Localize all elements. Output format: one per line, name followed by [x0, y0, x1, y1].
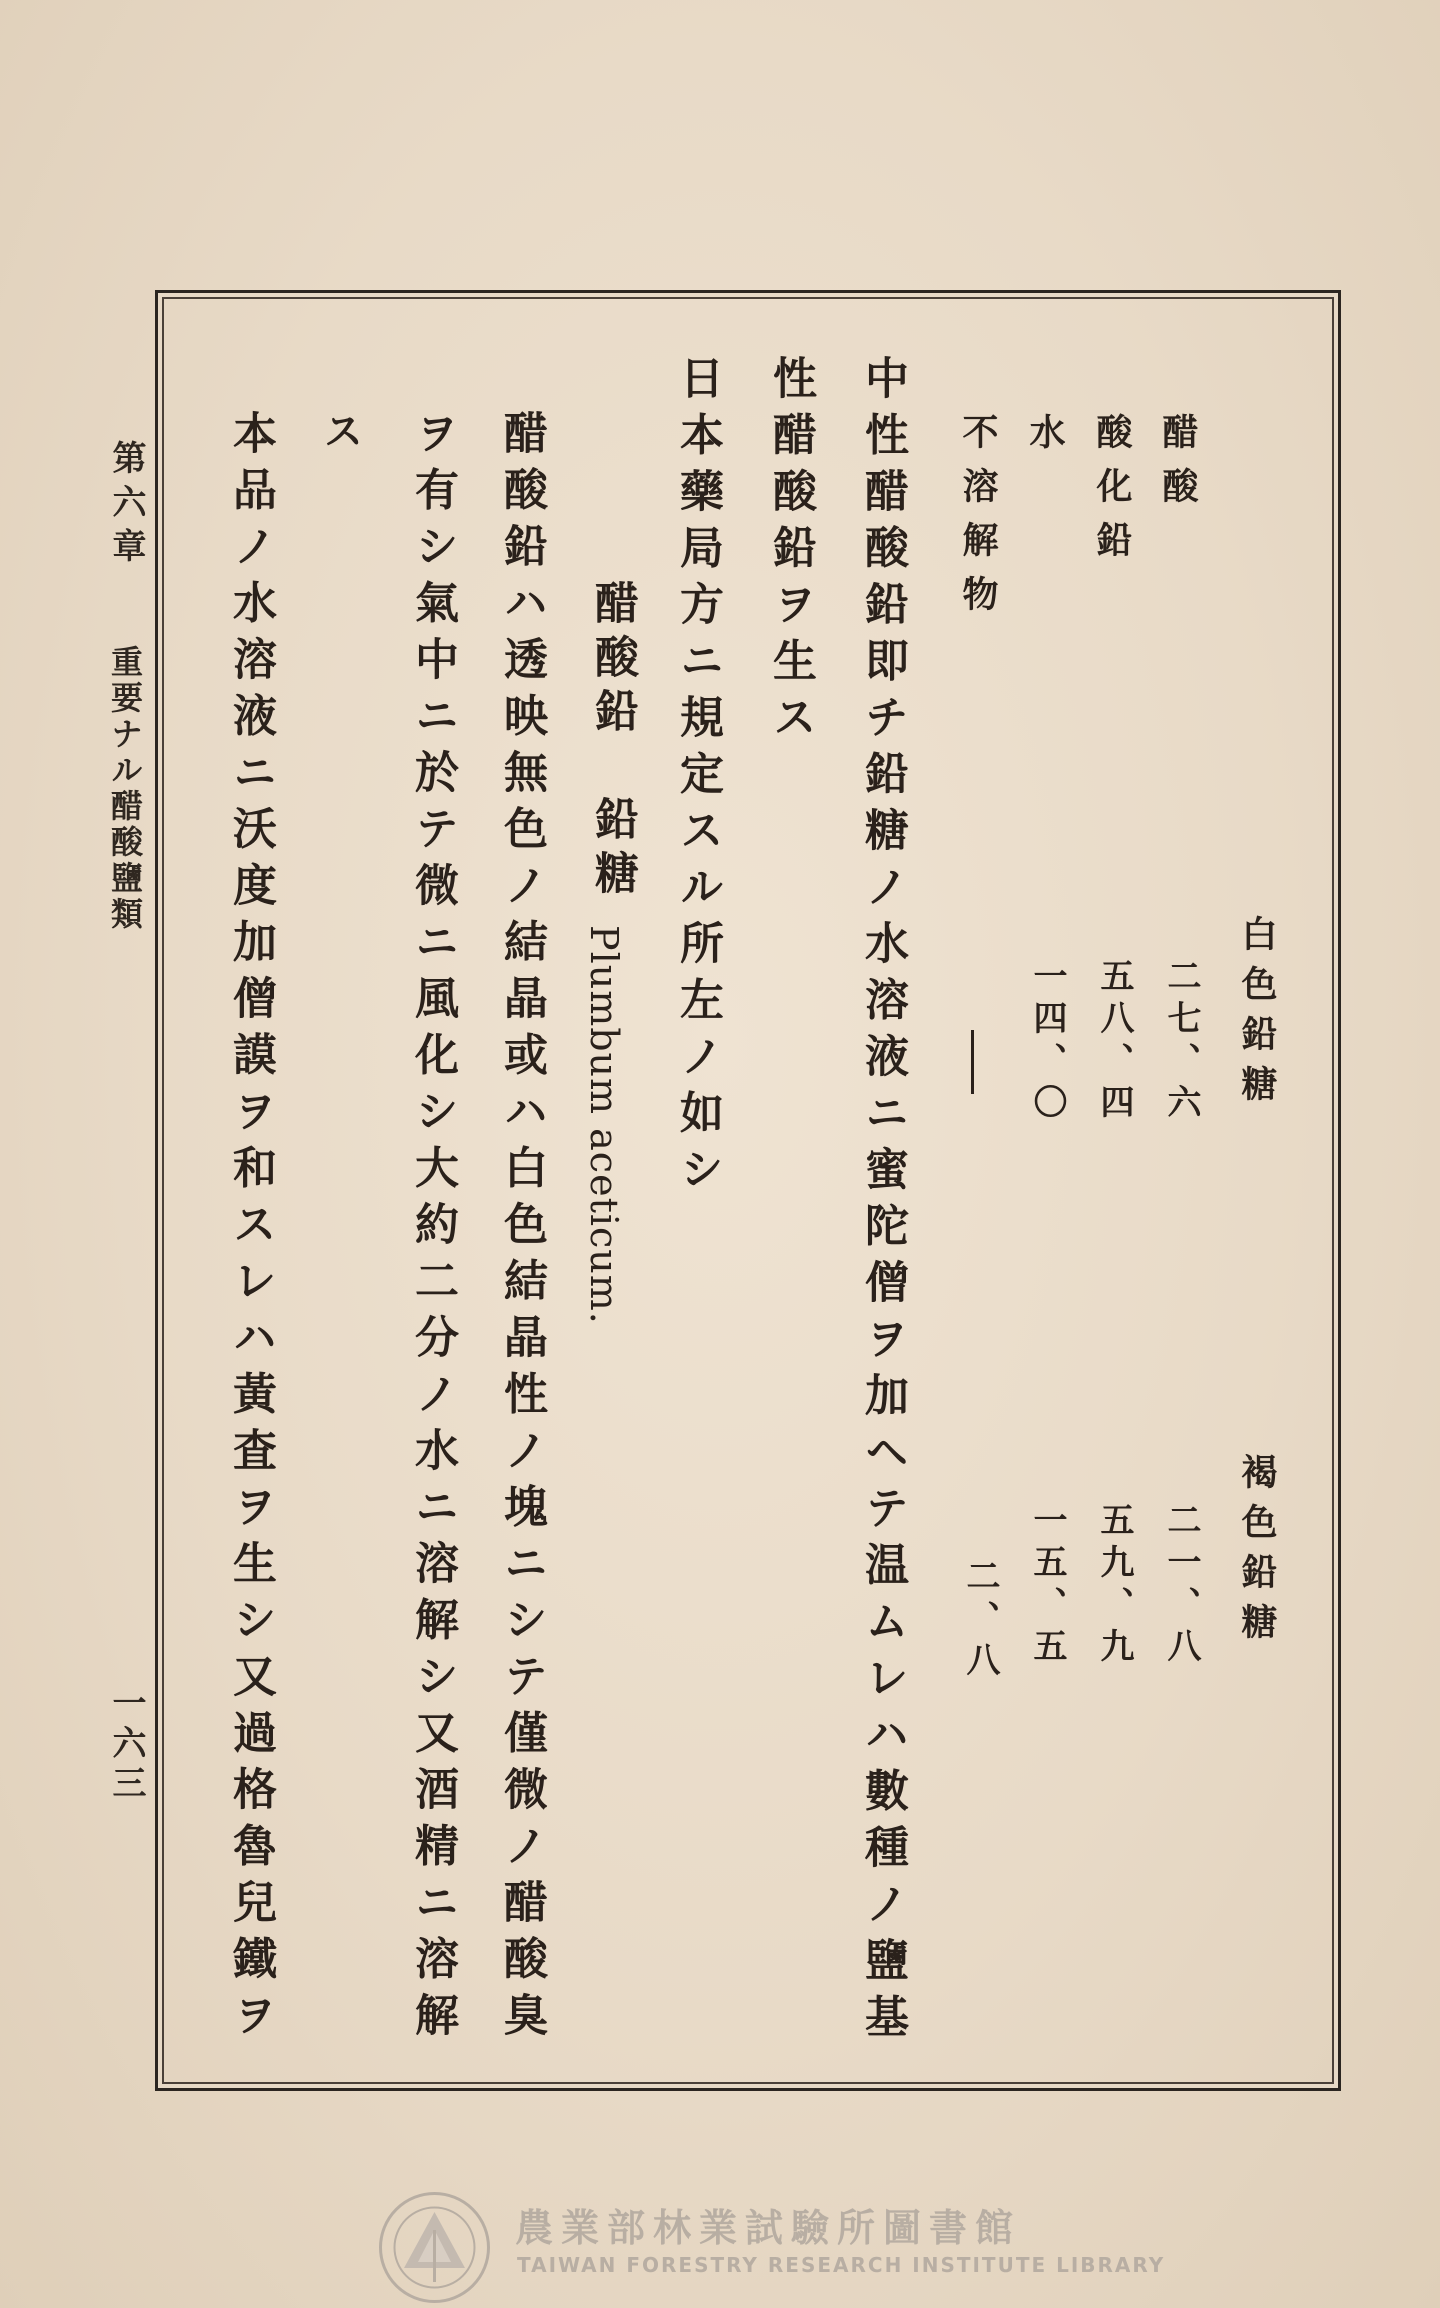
library-seal-logo [377, 2190, 492, 2305]
table-row-label-water: 水 [1024, 413, 1066, 467]
table-cell-white-insoluble-dash [971, 1030, 974, 1094]
table-cell-brown-water: 一五、五 [1027, 1502, 1067, 1670]
body-line-6: ヲ有シ氣中ニ於テ微ニ風化シ大約二分ノ水ニ溶解シ又酒精ニ溶解 [407, 410, 458, 2049]
table-cell-brown-acetic: 二一、八 [1161, 1502, 1201, 1670]
table-cell-brown-insoluble: 二、八 [960, 1558, 1000, 1684]
chapter-heading: 第六章 [106, 440, 146, 572]
table-header-white: 白色鉛糖 [1236, 915, 1278, 1115]
library-name-en: TAIWAN FORESTRY RESEARCH INSTITUTE LIBRARY [517, 2253, 1166, 2277]
body-line-4-title: 醋酸鉛 鉛糖 [587, 580, 638, 904]
body-line-4-latin: Plumbum aceticum. [582, 925, 626, 1325]
body-line-7: ス [317, 410, 364, 463]
body-line-3: 日本藥局方ニ規定スル所左ノ如シ [672, 355, 723, 1203]
table-cell-white-water: 一四、〇 [1027, 958, 1067, 1126]
table-cell-brown-oxide: 五九、九 [1094, 1502, 1134, 1670]
table-row-label-lead-oxide: 酸化鉛 [1091, 413, 1133, 575]
body-line-8: 本品ノ水溶液ニ沃度加僧謨ヲ和スレハ黃査ヲ生シ又過格魯兒鐵ヲ [225, 410, 276, 2049]
table-cell-white-oxide: 五八、四 [1094, 958, 1134, 1126]
table-row-label-acetic-acid: 醋酸 [1157, 413, 1199, 521]
table-row-label-insoluble: 不溶解物 [957, 413, 999, 629]
body-line-5: 醋酸鉛ハ透映無色ノ結晶或ハ白色結晶性ノ塊ニシテ僅微ノ醋酸臭 [496, 410, 547, 2049]
body-line-1: 中性醋酸鉛即チ鉛糖ノ水溶液ニ蜜陀僧ヲ加ヘテ温ムレハ數種ノ鹽基 [857, 355, 908, 2050]
text-frame [155, 290, 1341, 2091]
chapter-title: 重要ナル醋酸鹽類 [106, 645, 144, 933]
library-name: 農業部林業試驗所圖書館 [515, 2206, 1022, 2250]
page-number: 一六三 [106, 1685, 146, 1805]
table-cell-white-acetic: 二七、六 [1161, 958, 1201, 1126]
body-line-2: 性醋酸鉛ヲ生ス [765, 355, 816, 751]
table-header-brown: 褐色鉛糖 [1236, 1453, 1278, 1653]
